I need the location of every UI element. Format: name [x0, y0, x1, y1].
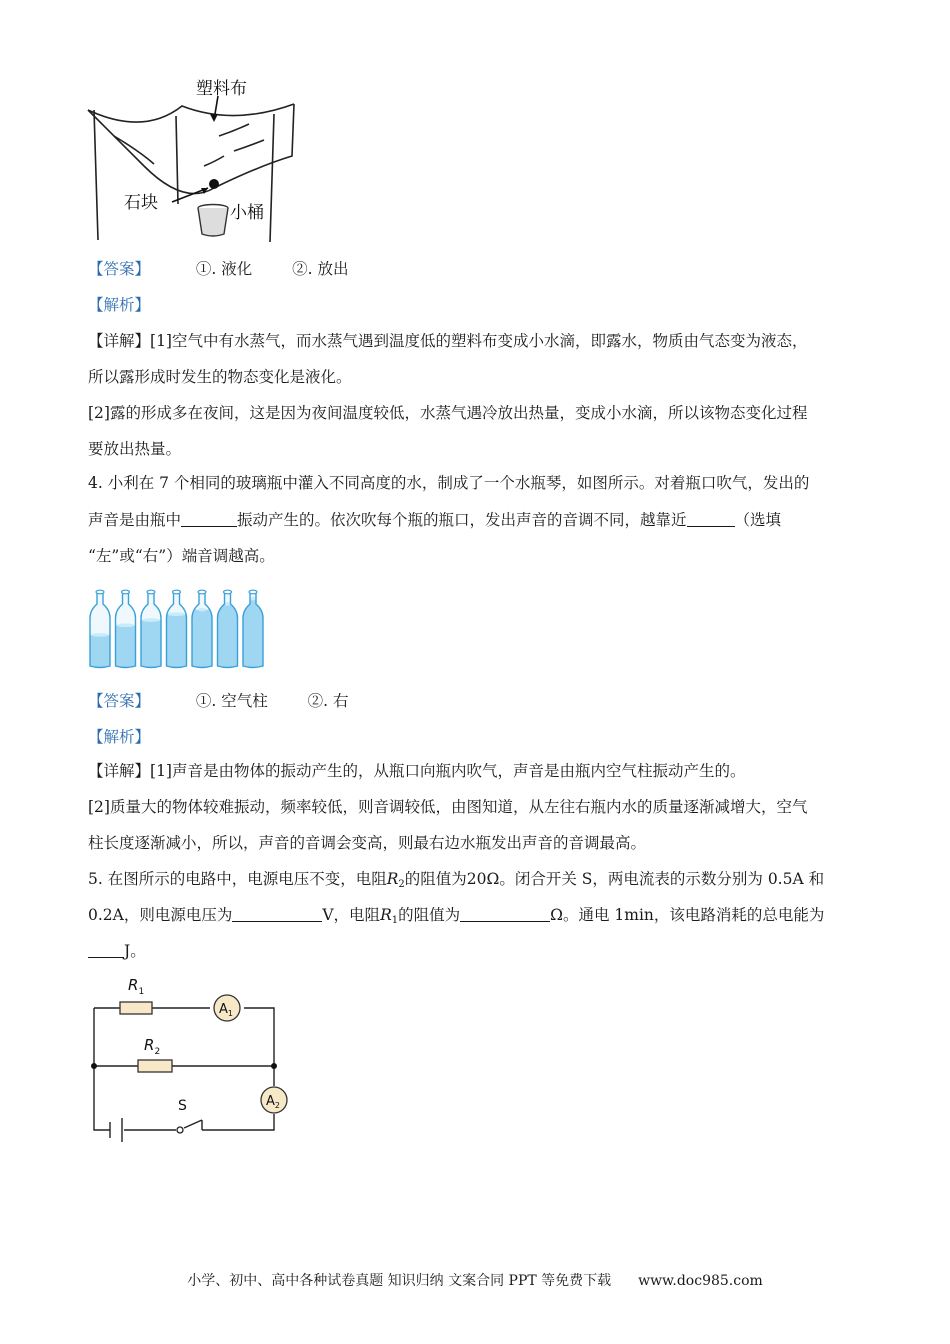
r-sub: 2: [398, 879, 405, 890]
q5-stem-1b: 的阻值为20Ω。闭合开关 S，两电流表的示数分别为 0.5A 和: [404, 870, 825, 888]
footer-url[interactable]: www.doc985.com: [638, 1273, 763, 1289]
water-bottle: [114, 590, 138, 670]
a1-sub: 1: [227, 1009, 233, 1018]
water-bottle: [241, 590, 265, 670]
bottle-water: [88, 635, 112, 670]
q5-stem-2d: Ω。通电 1min，该电路消耗的总电能为: [550, 906, 825, 924]
q5-stem-1a: 5. 在图所示的电路中，电源电压不变，电阻: [88, 870, 387, 888]
figure-plastic-cloth: [84, 76, 304, 246]
q4-answer: [88, 690, 348, 712]
page-footer: [0, 1270, 950, 1290]
blank-2: [687, 512, 735, 527]
q4-stem-1: 4. 小利在 7 个相同的玻璃瓶中灌入不同高度的水，制成了一个水瓶琴，如图所示。对着瓶口吹气，发出的: [88, 474, 810, 492]
q3-answer: [88, 258, 348, 280]
bottle-water: [190, 610, 214, 670]
svg-text:R1: [128, 976, 144, 997]
switch-label: S: [178, 1098, 187, 1114]
q3-detail-text: [1]空气中有水蒸气，而水蒸气遇到温度低的塑料布变成小水滴，即露水，物质由气态变为液态，: [150, 332, 808, 350]
footer-text: 小学、初中、高中各种试卷真题 知识归纳 文案合同 PPT 等免费下载: [187, 1273, 612, 1289]
q3-analysis-tag: 【解析】: [88, 296, 151, 314]
q4-answer-2: ②. 右: [307, 692, 349, 710]
q4-detail-1: [88, 760, 745, 782]
q4-stem-2b: 振动产生的。依次吹每个瓶的瓶口，发出声音的音调不同，越靠近: [237, 511, 687, 529]
figure-water-bottles: [86, 588, 266, 670]
bottle-water: [139, 620, 163, 670]
water-bottle: [190, 590, 214, 670]
q5-stem-3-text: J。: [124, 942, 146, 960]
q3-detail-1b: 所以露形成时发生的物态变化是液化。: [88, 368, 352, 386]
figure-circuit: [88, 970, 298, 1148]
bottle-water: [165, 614, 189, 670]
q3-answer-1: ①. 液化: [195, 260, 253, 278]
r2-label: R: [144, 1036, 155, 1054]
q4-detail-2a: [2]质量大的物体较难振动，频率较低，则音调较低，由图知道，从左往右瓶内水的质量逐渐减增大，空气: [88, 798, 808, 816]
label-cloth: 塑料布: [196, 79, 247, 99]
r-symbol: R: [386, 870, 399, 888]
answer-tag: 【答案】: [88, 260, 151, 278]
detail-tag: 【详解】: [88, 332, 151, 350]
q4-stem-2: [88, 509, 781, 531]
detail-tag: 【详解】: [88, 762, 151, 780]
water-bottle: [165, 590, 189, 670]
q4-stem-2a: 声音是由瓶中: [88, 511, 182, 529]
r-symbol: R: [380, 906, 392, 924]
q5-stem-2c: 的阻值为: [398, 906, 461, 924]
bottle-water: [114, 625, 138, 670]
stone-icon: [209, 179, 219, 189]
answer-tag: 【答案】: [88, 692, 151, 710]
water-bottle: [139, 590, 163, 670]
label-bucket: 小桶: [230, 203, 264, 223]
a1-label: A: [219, 1002, 228, 1017]
blank-energy: [88, 943, 124, 958]
q5-stem-2a: 0.2A，则电源电压为: [88, 906, 233, 924]
q3-detail-1a: [88, 330, 807, 352]
q4-answer-1: ①. 空气柱: [195, 692, 268, 710]
r2-sub: 2: [154, 1047, 161, 1057]
q3-answer-2: ②. 放出: [292, 260, 349, 278]
svg-text:R2: [144, 1036, 160, 1057]
q4-detail-2b: 柱长度逐渐减小，所以，声音的音调会变高，则最右边水瓶发出声音的音调最高。: [88, 834, 647, 852]
r1-label: R: [128, 976, 139, 994]
resistor-r1: [120, 1002, 152, 1014]
label-stone: 石块: [124, 193, 158, 213]
q4-stem-2c: （选填: [734, 511, 782, 529]
q4-stem-3: “左”或“右”）端音调越高。: [88, 547, 275, 565]
q4-detail-text: [1]声音是由物体的振动产生的，从瓶口向瓶内吹气，声音是由瓶内空气柱振动产生的。: [150, 762, 746, 780]
blank-resistance: [460, 907, 550, 922]
a2-label: A: [266, 1094, 275, 1109]
resistor-r2: [138, 1060, 172, 1072]
q4-analysis-tag: 【解析】: [88, 728, 151, 746]
q5-stem-2: [88, 904, 824, 932]
q5-stem-2b: V，电阻: [322, 906, 381, 924]
q5-stem-1: [88, 868, 824, 896]
water-bottle: [216, 590, 240, 670]
q3-detail-2b: 要放出热量。: [88, 440, 182, 458]
r-sub: 1: [391, 915, 399, 926]
blank-voltage: [232, 907, 322, 922]
q5-stem-3: [88, 940, 146, 962]
q3-detail-2a: [2]露的形成多在夜间，这是因为夜间温度较低，水蒸气遇冷放出热量，变成小水滴，所以该物态变化过程: [88, 404, 808, 422]
bottle-water: [216, 604, 240, 670]
r1-sub: 1: [138, 987, 145, 997]
water-bottle: [88, 590, 112, 670]
bucket-icon: [198, 205, 228, 237]
a2-sub: 2: [274, 1101, 280, 1110]
blank-1: [181, 512, 237, 527]
